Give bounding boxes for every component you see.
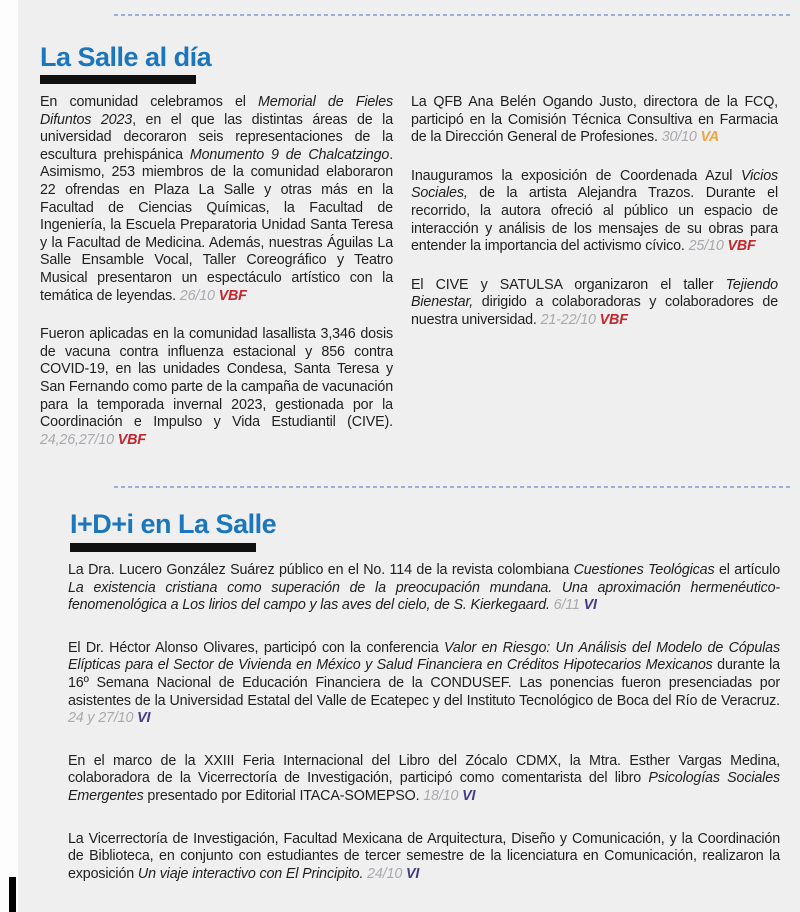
text-run: Inauguramos la exposición de Coordenada Azul: [411, 167, 742, 184]
area-tag-vbf: VBF: [599, 311, 628, 328]
work-title-italic-run: Un viaje interactivo con El Principito.: [137, 865, 364, 882]
date-stamp: 24 y 27/10: [68, 710, 138, 727]
title-underline-bar: [70, 543, 256, 552]
paragraph: [40, 326, 393, 449]
text-run: En comunidad celebramos el: [40, 94, 259, 110]
date-stamp: 24,26,27/10: [40, 431, 118, 448]
work-title-italic-run: Tejiendo Bienestar,: [411, 276, 778, 311]
date-stamp: 26/10: [179, 287, 219, 304]
area-tag-vi: VI: [137, 710, 151, 727]
area-tag-va: VA: [700, 129, 720, 146]
section-title-idi-en-la-salle: I+D+i en La Salle: [70, 509, 277, 539]
paragraph: [68, 753, 780, 806]
column-right: [411, 94, 778, 470]
paragraph: [68, 831, 780, 884]
area-tag-vi: VI: [583, 597, 597, 614]
page-edge-marker: [9, 877, 16, 912]
full-width-text-area: [68, 562, 780, 908]
work-title-italic-run: Psicologías Sociales Emergentes: [68, 770, 780, 804]
date-stamp: 24/10: [367, 865, 406, 882]
date-stamp: 30/10: [661, 129, 701, 146]
work-title-italic-run: Monumento 9 de Chalcatzingo: [189, 146, 390, 163]
paragraph: [411, 277, 778, 330]
text-run: La Vicerrectoría de Investigación, Facultad Mexicana de Arquitectura, Diseño y Comunicación, y la Coordinación de Biblioteca, en conjunto con estudiantes de tercer semestre de la licenciatura en Comunicación, realizaron la exposición: [68, 830, 780, 882]
dashed-divider-middle: [114, 486, 793, 488]
area-tag-vi: VI: [462, 787, 476, 804]
text-run: En el marco de la XXIII Feria Internacional del Libro del Zócalo CDMX, la Mtra. Esther Vargas Medina, colaboradora de la Vicerrectoría de Investigación, participó como comentarista del libro: [68, 752, 780, 787]
text-run: Fueron aplicadas en la comunidad lasallista 3,346 dosis de vacuna contra influenza estacional y 856 contra COVID-19, en las unidades Condesa, Santa Teresa y San Fernando como parte de la campaña de vacunación para la temporada invernal 2023, gestionada por la Coordinación e Impulso y Vida Estudiantil (CIVE).: [40, 326, 393, 431]
text-run: El CIVE y SATULSA organizaron el taller: [411, 276, 726, 293]
date-stamp: 25/10: [688, 238, 728, 255]
work-title-italic-run: Cuestiones Teológicas: [573, 562, 715, 578]
two-column-text-area: [40, 94, 778, 470]
text-run: La Dra. Lucero González Suárez público en el No. 114 de la revista colombiana: [68, 562, 574, 578]
text-run: dirigido a colaboradoras y colaboradores de nuestra universidad.: [411, 294, 778, 328]
title-underline-bar: [40, 75, 196, 84]
date-stamp: 18/10: [423, 787, 463, 804]
work-title-italic-run: Vicios Sociales,: [411, 167, 778, 202]
text-run: de la artista Alejandra Trazos. Durante el recorrido, la autora ofreció al público un espacio de interacción y análisis de los mensajes de su obras para entender la importancia del activismo cívico.: [411, 185, 778, 255]
paragraph: [68, 640, 780, 728]
text-run: El Dr. Héctor Alonso Olivares, participó con la conferencia: [68, 639, 445, 656]
section-title-la-salle-al-dia: La Salle al día: [40, 42, 212, 72]
text-run: , en el que las distintas áreas de la universidad decoraron seis representaciones de la escultura prehispánica: [40, 111, 393, 163]
dashed-divider-top: [114, 14, 793, 16]
area-tag-vi: VI: [405, 865, 420, 882]
column-left: [40, 94, 393, 470]
work-title-italic-run: Memorial de Fieles Difuntos 2023: [40, 94, 393, 128]
text-run: durante la 16º Semana Nacional de Educación Financiera de la CONDUSEF. Las ponencias fueron presenciadas por asistentes de la Universidad Estatal del Valle de Ecatepec y del Instituto Tecnológico de Boca del Río de Veracruz.: [68, 657, 780, 709]
paragraph: [411, 168, 778, 256]
text-run: La QFB Ana Belén Ogando Justo, directora de la FCQ, participó en la Comisión Técnica Consultiva en Farmacia de la Dirección General de Profesiones.: [411, 94, 778, 146]
paragraph: [68, 562, 780, 615]
paragraph: [411, 94, 778, 147]
area-tag-vbf: VBF: [117, 431, 146, 448]
paragraph: [40, 94, 393, 305]
area-tag-vbf: VBF: [218, 287, 247, 304]
text-run: el artículo: [714, 562, 780, 578]
work-title-italic-run: Valor en Riesgo: Un Análisis del Modelo de Cópulas Elípticas para el Sector de Vivienda en México y Salud Financiera en Créditos Hipotecarios Mexicanos: [68, 639, 780, 674]
text-run: . Asimismo, 253 miembros de la comunidad elaboraron 22 ofrendas en Plaza La Salle y otras más en la Facultad de Ciencias Químicas, la Facultad de Ingeniería, la Escuela Preparatoria Unidad Santa Teresa y la Facultad de Medicina. Además, nuestras Águilas La Salle Ensamble Vocal, Taller Coreográfico y Teatro Musical presentaron un espectáculo artístico con la temática de leyendas.: [40, 146, 394, 304]
work-title-italic-run: La existencia cristiana como superación de la preocupación mundana. Una aproximación hermenéutico-fenomenológica a Los lirios del campo y las aves del cielo, de S. Kierkegaard.: [68, 579, 780, 614]
date-stamp: 21-22/10: [540, 311, 600, 328]
area-tag-vbf: VBF: [727, 238, 756, 255]
text-run: presentado por Editorial ITACA-SOMEPSO.: [143, 787, 424, 804]
date-stamp: 6/11: [553, 597, 584, 614]
